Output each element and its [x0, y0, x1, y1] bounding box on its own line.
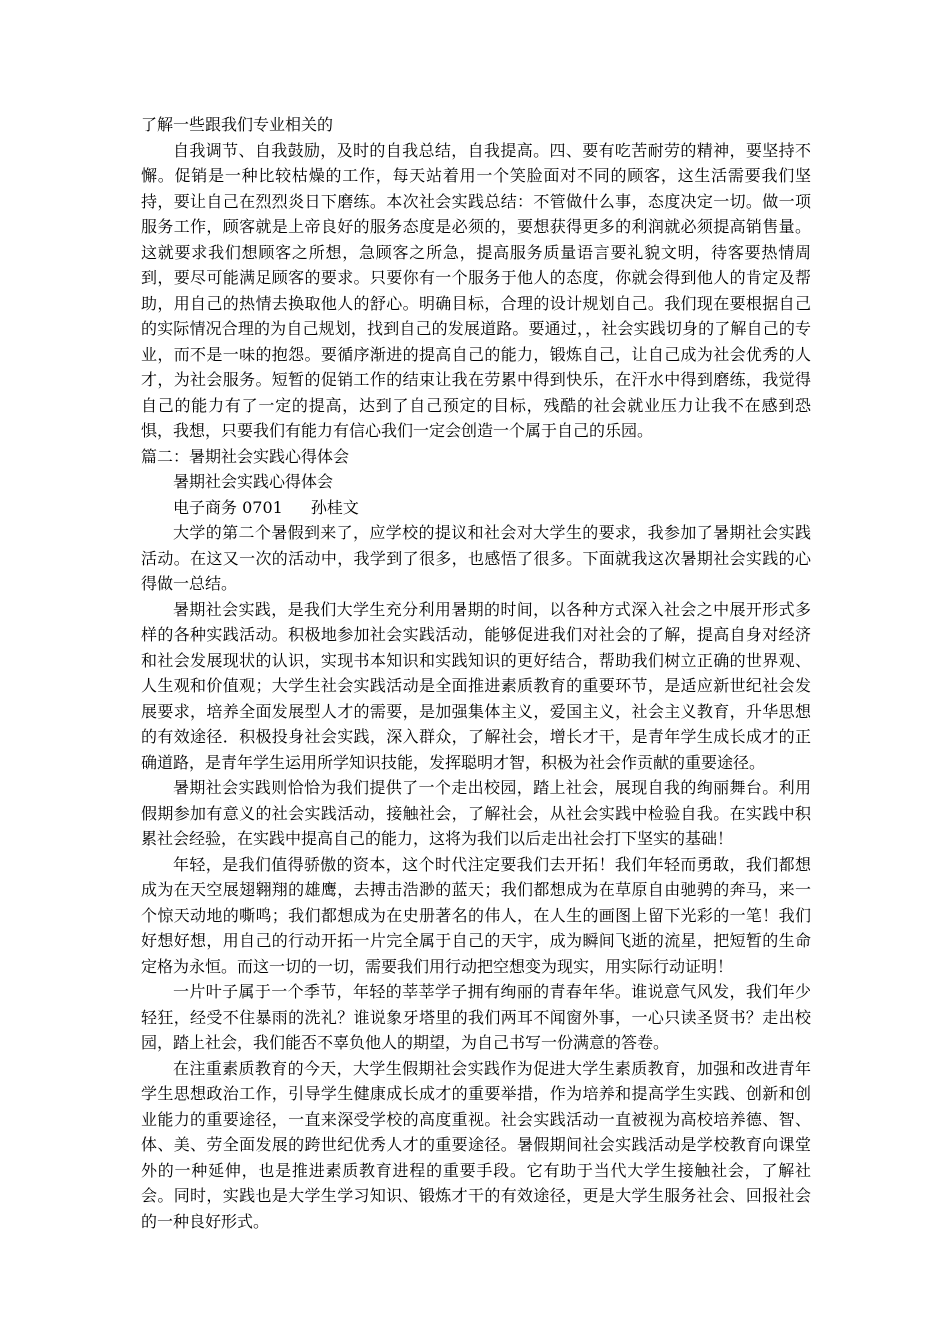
section-heading: 篇二：暑期社会实践心得体会 — [141, 446, 350, 466]
author-name: 孙桂文 — [310, 497, 359, 517]
author-line — [141, 495, 811, 521]
article-title: 暑期社会实践心得体会 — [173, 472, 334, 491]
intro-line: 了解一些跟我们专业相关的 — [141, 115, 334, 134]
document-page — [141, 112, 811, 1234]
paragraph-6: 一片叶子属于一个季节，年轻的莘莘学子拥有绚丽的青春年华。谁说意气风发，我们年少轻狂，经受不住暴雨的洗礼？谁说象牙塔里的我们两耳不闻窗外事，一心只读圣贤书？走出校园，踏上社会，我们能否不辜负他人的期望，为自己书写一份满意的答卷。 — [141, 982, 811, 1052]
paragraph-2: 大学的第二个暑假到来了，应学校的提议和社会对大学生的要求，我参加了暑期社会实践活动。在这又一次的活动中，我学到了很多，也感悟了很多。下面就我这次暑期社会实践的心得做一总结。 — [141, 523, 811, 593]
paragraph-1: 自我调节、自我鼓励，及时的自我总结，自我提高。四、要有吃苦耐劳的精神，要坚持不懈。促销是一种比较枯燥的工作，每天站着用一个笑脸面对不同的顾客，这生活需要我们坚持，要让自己在烈烈炎日下磨练。本次社会实践总结：不管做什么事，态度决定一切。做一项服务工作，顾客就是上帝良好的服务态度是必须的，要想获得更多的利润就必须提高销售量。这就要求我们想顾客之所想，急顾客之所急，提高服务质量语言要礼貌文明，待客要热情周到，要尽可能满足顾客的要求。只要你有一个服务于他人的态度，你就会得到他人的肯定及帮助，用自己的热情去换取他人的舒心。明确目标，合理的设计规划自己。我们现在要根据自己的实际情况合理的为自己规划，找到自己的发展道路。要通过，，社会实践切身的了解自己的专业，而不是一味的抱怨。要循序渐进的提高自己的能力，锻炼自己，让自己成为社会优秀的人才，为社会服务。短暂的促销工作的结束让我在劳累中得到快乐，在汗水中得到磨练，我觉得自己的能力有了一定的提高，达到了自己预定的目标，残酷的社会就业压力让我不在感到恐惧，我想，只要我们有能力有信心我们一定会创造一个属于自己的乐园。 — [141, 140, 811, 440]
paragraph-7: 在注重素质教育的今天，大学生假期社会实践作为促进大学生素质教育，加强和改进青年学生思想政治工作，引导学生健康成长成才的重要举措，作为培养和提高学生实践、创新和创业能力的重要途径，一直来深受学校的高度重视。社会实践活动一直被视为高校培养德、智、体、美、劳全面发展的跨世纪优秀人才的重要途径。暑假期间社会实践活动是学校教育向课堂外的一种延伸，也是推进素质教育进程的重要手段。它有助于当代大学生接触社会，了解社会。同时，实践也是大学生学习知识、锻炼才干的有效途径，更是大学生服务社会、回报社会的一种良好形式。 — [141, 1058, 811, 1231]
paragraph-3: 暑期社会实践，是我们大学生充分利用暑期的时间，以各种方式深入社会之中展开形式多样的各种实践活动。积极地参加社会实践活动，能够促进我们对社会的了解，提高自身对经济和社会发展现状的认识，实现书本知识和实践知识的更好结合，帮助我们树立正确的世界观、人生观和价值观；大学生社会实践活动是全面推进素质教育的重要环节，是适应新世纪社会发展要求，培养全面发展型人才的需要，是加强集体主义，爱国主义，社会主义教育，升华思想的有效途径．积极投身社会实践，深入群众，了解社会，增长才干，是青年学生成长成才的正确道路，是青年学生运用所学知识技能，发挥聪明才智，积极为社会作贡献的重要途径。 — [141, 599, 811, 772]
author-class: 电子商务 0701 — [173, 497, 283, 517]
paragraph-5: 年轻，是我们值得骄傲的资本，这个时代注定要我们去开拓！我们年轻而勇敢，我们都想成为在天空展翅翱翔的雄鹰，去搏击浩渺的蓝天；我们都想成为在草原自由驰骋的奔马，来一个惊天动地的嘶鸣；我们都想成为在史册著名的伟人，在人生的画图上留下光彩的一笔！我们好想好想，用自己的行动开拓一片完全属于自己的天宇，成为瞬间飞逝的流星，把短暂的生命定格为永恒。而这一切的一切，需要我们用行动把空想变为现实，用实际行动证明！ — [141, 854, 811, 976]
paragraph-4: 暑期社会实践则恰恰为我们提供了一个走出校园，踏上社会，展现自我的绚丽舞台。利用假期参加有意义的社会实践活动，接触社会，了解社会，从社会实践中检验自我。在实践中积累社会经验，在实践中提高自己的能力，这将为我们以后走出社会打下坚实的基础！ — [141, 778, 811, 848]
